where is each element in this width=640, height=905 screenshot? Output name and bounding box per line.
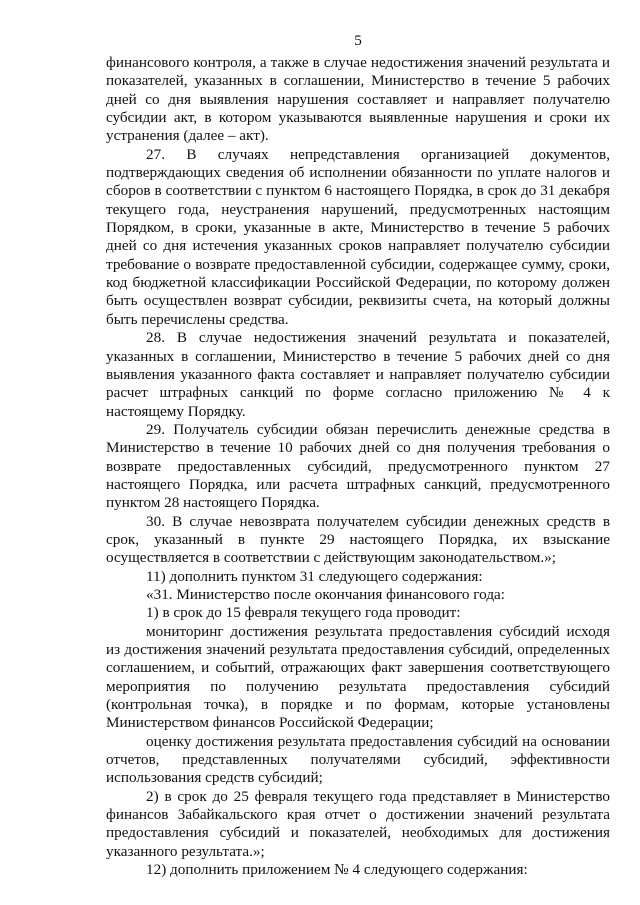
paragraph-amendment-12: 12) дополнить приложением № 4 следующего содержания:: [146, 861, 528, 879]
paragraph-subitem-2: 2) в срок до 25 февраля текущего года представляет в Министерство финансов Забайкальского края отчет о достижении значений результата предоставления субсидий и показателей, необходимых для достижения указанного результата.»;: [106, 787, 610, 860]
paragraph-monitoring: мониторинг достижения результата предоставления субсидий исходя из достижения значений результата предоставления субсидий, определенных соглашением, и событий, отражающих факт завершения соответствующего мероприятия по получению результата предоставления субсидий (контрольная точка), в порядке и по формам, которые установлены Министерством финансов Российской Федерации;: [106, 622, 610, 732]
document-page: [106, 32, 610, 879]
paragraph-item-31: «31. Министерство после окончания финансового года:: [146, 585, 506, 603]
paragraph-item-30: 30. В случае невозврата получателем субсидии денежных средств в срок, указанный в пункте 29 настоящего Порядка, их взыскание осуществляется в соответствии с действующим законодательством.»;: [106, 512, 610, 567]
paragraph-item-29: 29. Получатель субсидии обязан перечислить денежные средства в Министерство в течение 10 рабочих дней со дня получения требования о возврате предоставленных субсидий, предусмотренного пунктом 27 настоящего Порядка, или расчета штрафных санкций, предусмотренного пунктом 28 настоящего Порядка.: [106, 420, 610, 512]
paragraph-financial-control: финансового контроля, а также в случае недостижения значений результата и показателей, указанных в соглашении, Министерство в течение 5 рабочих дней со дня выявления нарушения составляет и направляет получателю субсидии акт, в котором указываются выявленные нарушения и сроки их устранения (далее – акт).: [106, 54, 610, 145]
paragraph-item-27: 27. В случаях непредставления организацией документов, подтверждающих сведения об исполнении обязанности по уплате налогов и сборов в соответствии с пунктом 6 настоящего Порядка, в срок до 31 декабря текущего года, неустранения нарушений, предусмотренных настоящим Порядком, в сроки, указанные в акте, Министерство в течение 5 рабочих дней со дня истечения указанных сроков направляет получателю субсидии требование о возврате предоставленной субсидии, содержащее сумму, сроки, код бюджетной классификации Российской Федерации, по которому должен быть осуществлен возврат субсидии, реквизиты счета, на который должны быть перечислены средства.: [106, 145, 610, 328]
paragraph-amendment-11: 11) дополнить пунктом 31 следующего содержания:: [146, 567, 483, 585]
paragraph-item-28: 28. В случае недостижения значений результата и показателей, указанных в соглашении, Министерство в течение 5 рабочих дней со дня выявления указанного факта составляет и направляет получателю субсидии расчет штрафных санкций по форме согласно приложению № 4 к настоящему Порядку.: [106, 329, 610, 420]
paragraph-assessment: оценку достижения результата предоставления субсидий на основании отчетов, представленных получателями субсидий, эффективности использования средств субсидий;: [106, 732, 610, 787]
page-number: 5: [354, 32, 362, 49]
paragraph-subitem-1: 1) в срок до 15 февраля текущего года проводит:: [146, 604, 461, 622]
